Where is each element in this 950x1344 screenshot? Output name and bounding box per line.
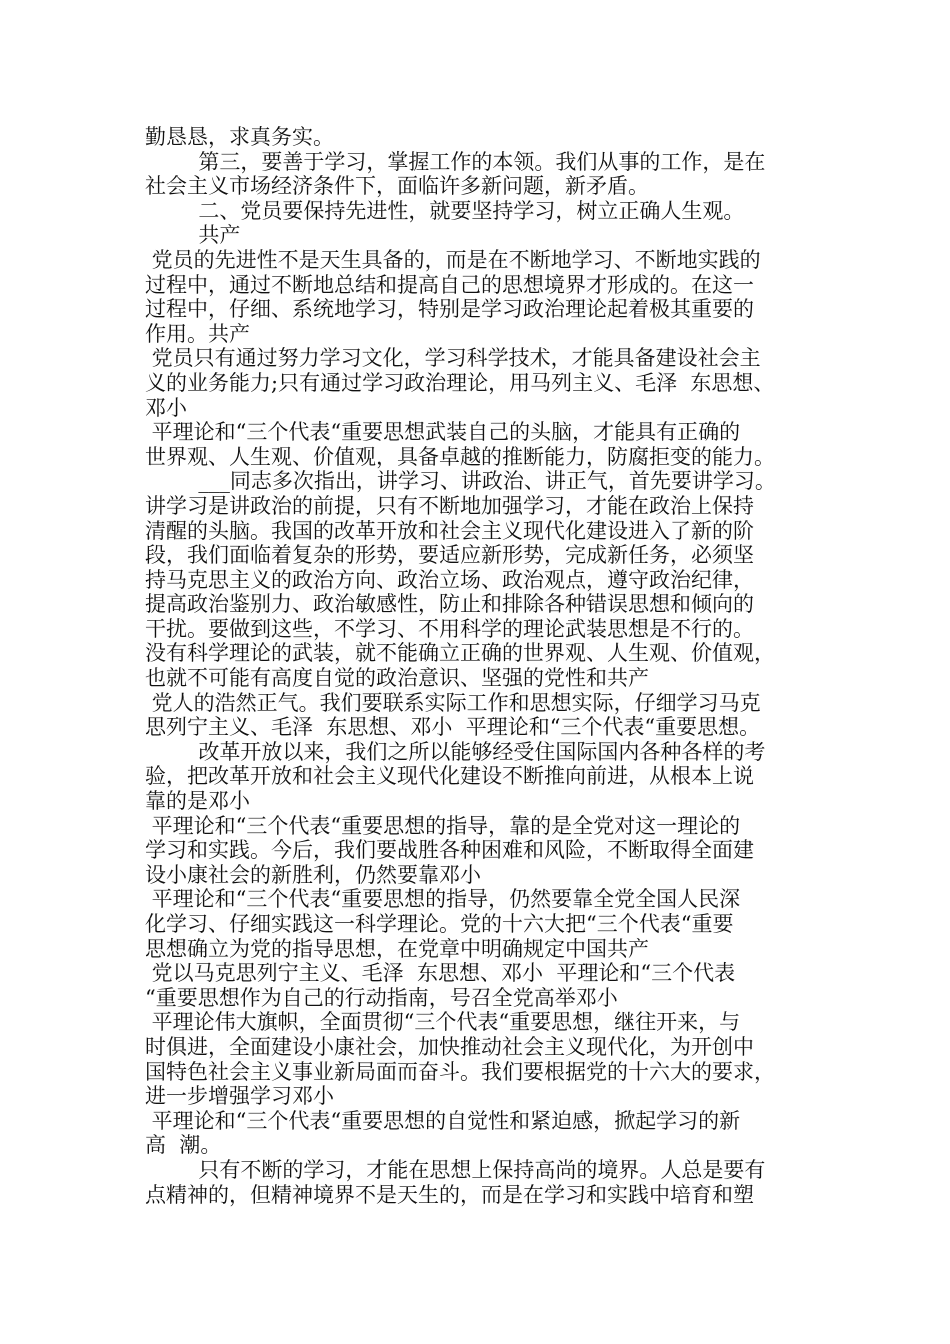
text-line: 清醒的头脑。我国的改革开放和社会主义现代化建设进入了新的阶 bbox=[145, 518, 754, 543]
text-line: 社会主义市场经济条件下，面临许多新问题，新矛盾。 bbox=[145, 174, 649, 199]
text-line: 国特色社会主义事业新局面而奋斗。我们要根据党的十六大的要求， bbox=[145, 1059, 775, 1084]
text-line: 党人的浩然正气。我们要联系实际工作和思想实际，仔细学习马克 bbox=[145, 690, 761, 715]
text-line: 也就不可能有高度自觉的政治意识、坚强的党性和共产 bbox=[145, 666, 649, 691]
text-line: 平理论伟大旗帜，全面贯彻“三个代表“重要思想，继往开来，与 bbox=[145, 1010, 741, 1035]
document-body bbox=[145, 125, 820, 1207]
text-line: 改革开放以来，我们之所以能够经受住国际国内各种各样的考 bbox=[145, 739, 766, 764]
text-line: 学习和实践。今后，我们要战胜各种困难和风险，不断取得全面建 bbox=[145, 838, 754, 863]
text-line: 验，把改革开放和社会主义现代化建设不断推向前进，从根本上说 bbox=[145, 764, 754, 789]
text-line: 平理论和“三个代表“重要思想的指导，仍然要靠全党全国人民深 bbox=[145, 887, 741, 912]
text-line: 只有不断的学习，才能在思想上保持高尚的境界。人总是要有 bbox=[145, 1157, 766, 1182]
text-line: 共产 bbox=[145, 223, 241, 248]
text-line: 高 潮。 bbox=[145, 1133, 222, 1158]
text-line: 党以马克思列宁主义、毛泽 东思想、邓小 平理论和“三个代表 bbox=[145, 961, 736, 986]
text-line: 思想确立为党的指导思想，在党章中明确规定中国共产 bbox=[145, 936, 649, 961]
text-line: 党员的先进性不是天生具备的，而是在不断地学习、不断地实践的 bbox=[145, 247, 761, 272]
text-line: 讲学习是讲政治的前提，只有不断地加强学习，才能在政治上保持 bbox=[145, 493, 754, 518]
text-line: ___同志多次指出，讲学习、讲政治、讲正气，首先要讲学习。 bbox=[145, 469, 776, 494]
text-line: 党员只有通过努力学习文化，学习科学技术，才能具备建设社会主 bbox=[145, 346, 761, 371]
text-line: 点精神的，但精神境界不是天生的，而是在学习和实践中培育和塑 bbox=[145, 1182, 754, 1207]
text-line: 段，我们面临着复杂的形势，要适应新形势，完成新任务，必须坚 bbox=[145, 543, 754, 568]
text-line: 靠的是邓小 bbox=[145, 789, 250, 814]
text-line: 平理论和“三个代表“重要思想的自觉性和紧迫感，掀起学习的新 bbox=[145, 1108, 741, 1133]
text-line: 平理论和“三个代表“重要思想的指导，靠的是全党对这一理论的 bbox=[145, 813, 741, 838]
text-line: 过程中，通过不断地总结和提高自己的思想境界才形成的。在这一 bbox=[145, 272, 754, 297]
text-line: 思列宁主义、毛泽 东思想、邓小 平理论和“三个代表“重要思想。 bbox=[145, 715, 761, 740]
text-line: 干扰。要做到这些，不学习、不用科学的理论武装思想是不行的。 bbox=[145, 616, 754, 641]
text-line: 邓小 bbox=[145, 395, 187, 420]
text-line: 提高政治鉴别力、政治敏感性，防止和排除各种错误思想和倾向的 bbox=[145, 592, 754, 617]
text-line: 勤恳恳，求真务实。 bbox=[145, 125, 334, 149]
text-line: “重要思想作为自己的行动指南，号召全党高举邓小 bbox=[145, 985, 618, 1010]
text-line: 义的业务能力;只有通过学习政治理论，用马列主义、毛泽 东思想、 bbox=[145, 370, 775, 395]
text-line: 化学习、仔细实践这一科学理论。党的十六大把“三个代表“重要 bbox=[145, 912, 734, 936]
text-line: 二、党员要保持先进性，就要坚持学习，树立正确人生观。 bbox=[145, 198, 745, 223]
text-line: 作用。共产 bbox=[145, 321, 250, 346]
text-line: 没有科学理论的武装，就不能确立正确的世界观、人生观、价值观， bbox=[145, 641, 775, 666]
text-line: 持马克思主义的政治方向、政治立场、政治观点，遵守政治纪律， bbox=[145, 567, 754, 592]
text-line: 第三，要善于学习，掌握工作的本领。我们从事的工作，是在 bbox=[145, 149, 766, 174]
text-line: 时俱进，全面建设小康社会，加快推动社会主义现代化，为开创中 bbox=[145, 1034, 754, 1059]
text-line: 设小康社会的新胜利，仍然要靠邓小 bbox=[145, 862, 481, 887]
text-line: 过程中，仔细、系统地学习，特别是学习政治理论起着极其重要的 bbox=[145, 297, 754, 322]
text-line: 进一步增强学习邓小 bbox=[145, 1084, 334, 1109]
text-line: 平理论和“三个代表“重要思想武装自己的头脑，才能具有正确的 bbox=[145, 420, 741, 445]
text-line: 世界观、人生观、价值观，具备卓越的推断能力，防腐拒变的能力。 bbox=[145, 444, 775, 469]
